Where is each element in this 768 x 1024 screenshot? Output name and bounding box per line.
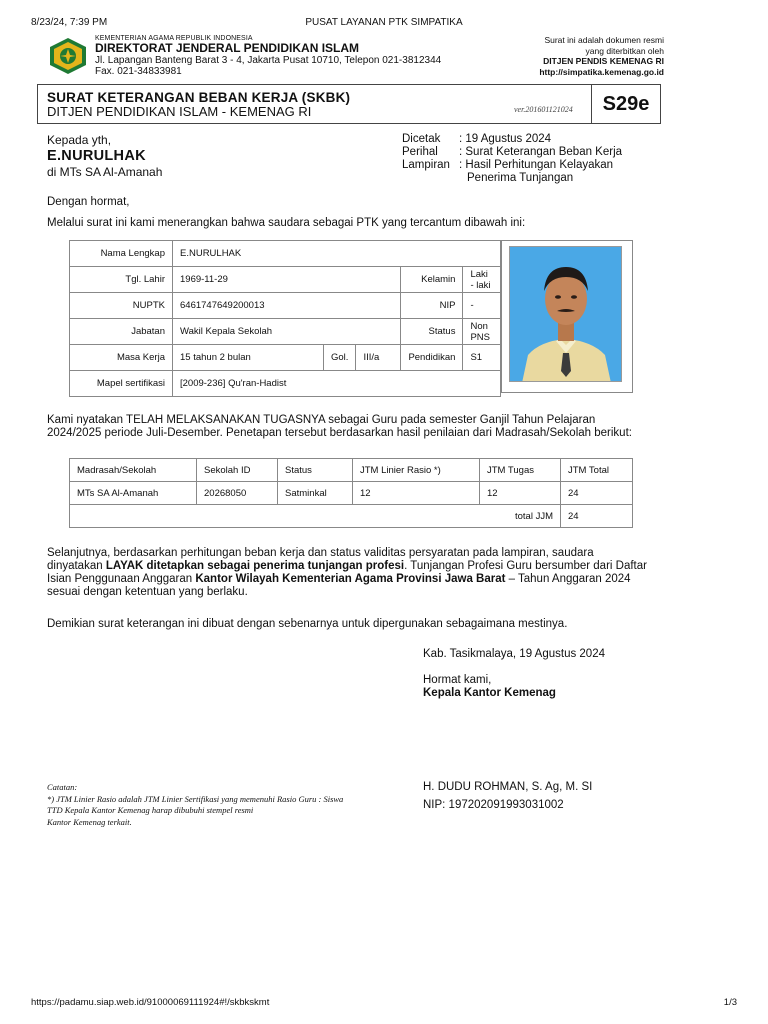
signatory-position: Kepala Kantor Kemenag (423, 687, 556, 699)
table-total-row (70, 505, 633, 528)
notes-line-3: Kantor Kemenag terkait. (47, 816, 132, 827)
notes-title: Catatan: (47, 782, 78, 792)
official-document-note (539, 35, 664, 77)
print-datetime: 8/23/24, 7:39 PM (31, 17, 108, 28)
teacher-photo (509, 246, 622, 382)
nuptk-value: 6461747649200013 (173, 293, 401, 319)
jabatan-value: Wakil Kepala Sekolah (173, 319, 401, 345)
kelamin-label: Kelamin (401, 267, 463, 293)
institution-block (95, 35, 441, 77)
kemenag-logo-icon (47, 37, 89, 75)
cell-jtm-total: 24 (561, 482, 633, 505)
print-url: https://padamu.siap.web.id/91000069111924#!/skbkskmt (31, 997, 270, 1008)
meta-value: : 19 Agustus 2024 (459, 133, 552, 145)
para2-layak: LAYAK ditetapkan sebagai penerima tunjangan profesi (105, 560, 405, 572)
recipient-block (47, 133, 162, 179)
place-date: Kab. Tasikmalaya, 19 Agustus 2024 (423, 648, 605, 660)
pendidikan-label: Pendidikan (401, 345, 463, 371)
document-version: ver.201601121024 (514, 105, 573, 114)
hormat-kami: Hormat kami, (423, 674, 492, 686)
nip-value: - (463, 293, 501, 319)
document-subtitle: DITJEN PENDIDIKAN ISLAM - KEMENAG RI (47, 104, 312, 119)
kelamin-value: Laki - laki (463, 267, 501, 293)
letter-meta (402, 133, 657, 185)
meta-label: Perihal (402, 146, 438, 158)
total-jjm-value: 24 (561, 505, 633, 528)
gol-value: III/a (356, 345, 401, 371)
paragraph-3: Demikian surat keterangan ini dibuat dengan sebenarnya untuk dipergunakan sebagaimana mestinya. (47, 618, 568, 630)
notes-line-1: *) JTM Linier Rasio adalah JTM Linier Sertifikasi yang memenuhi Rasio Guru : Siswa (47, 793, 344, 804)
note-url: http://simpatika.kemenag.go.id (539, 66, 664, 77)
document-title: SURAT KETERANGAN BEBAN KERJA (SKBK) (47, 90, 351, 105)
para2-text-c: . Tunjangan Profesi Guru bersumber dari Daftar Isian Penggunaan Anggaran (47, 560, 647, 585)
header-status: Status (278, 459, 353, 482)
meta-label: Lampiran (402, 159, 450, 171)
nama-value: E.NURULHAK (173, 241, 501, 267)
header-jtm-linier: JTM Linier Rasio *) (353, 459, 480, 482)
status-label: Status (401, 319, 463, 345)
tgl-lahir-value: 1969-11-29 (173, 267, 401, 293)
status-value: Non PNS (463, 319, 501, 345)
signatory-name: H. DUDU ROHMAN, S. Ag, M. SI (423, 781, 593, 793)
cell-sekolah-id: 20268050 (197, 482, 278, 505)
nama-label: Nama Lengkap (70, 241, 173, 267)
masa-kerja-value: 15 tahun 2 bulan (173, 345, 324, 371)
meta-value: : Hasil Perhitungan Kelayakan (459, 159, 614, 171)
recipient-location: di MTs SA Al-Amanah (47, 165, 163, 179)
header-sekolah-id: Sekolah ID (197, 459, 278, 482)
document-code: S29e (591, 85, 660, 123)
notes (47, 782, 343, 828)
table-row (70, 482, 633, 505)
institution-fax: Fax. 021-34833981 (95, 66, 182, 77)
greeting: Dengan hormat, (47, 196, 130, 208)
intro-text: Melalui surat ini kami menerangkan bahwa saudara sebagai PTK yang tercantum dibawah ini: (47, 217, 526, 229)
cell-madrasah: MTs SA Al-Amanah (70, 482, 197, 505)
note-line-1: Surat ini adalah dokumen resmi (544, 35, 664, 45)
para2-text-a: Selanjutnya, berdasarkan perhitungan beban kerja dan status validitas persyaratan pada lampiran, saudara dinyatakan (47, 547, 594, 572)
mapel-value: [2009-236] Qu'ran-Hadist (173, 371, 501, 397)
cell-jtm-linier: 12 (353, 482, 480, 505)
tgl-lahir-label: Tgl. Lahir (70, 267, 173, 293)
meta-label: Dicetak (402, 133, 441, 145)
nuptk-label: NUPTK (70, 293, 173, 319)
jabatan-label: Jabatan (70, 319, 173, 345)
para2-text-e: – Tahun Anggaran 2024 sesuai dengan ketentuan yang berlaku. (47, 573, 631, 598)
mapel-label: Mapel sertifikasi (70, 371, 173, 397)
cell-jtm-tugas: 12 (480, 482, 561, 505)
meta-value: Penerima Tunjangan (467, 172, 574, 184)
header-jtm-tugas: JTM Tugas (480, 459, 561, 482)
meta-label (402, 172, 459, 185)
recipient-name: E.NURULHAK (47, 148, 146, 164)
print-page-title: PUSAT LAYANAN PTK SIMPATIKA (305, 17, 463, 28)
recipient-salutation: Kepada yth, (47, 133, 112, 147)
institution-address: Jl. Lapangan Banteng Barat 3 - 4, Jakarta Pusat 10710, Telepon 021-3812344 (95, 55, 442, 66)
masa-kerja-label: Masa Kerja (70, 345, 173, 371)
meta-value: : Surat Keterangan Beban Kerja (459, 146, 623, 158)
nip-label: NIP (401, 293, 463, 319)
madrasah-table (69, 458, 633, 528)
ptk-table (69, 240, 501, 397)
ministry-name: KEMENTERIAN AGAMA REPUBLIK INDONESIA (95, 35, 253, 42)
table-header-row (70, 459, 633, 482)
document-title-box (37, 84, 661, 124)
pendidikan-value: S1 (463, 345, 501, 371)
gol-label: Gol. (324, 345, 356, 371)
header-madrasah: Madrasah/Sekolah (70, 459, 197, 482)
print-page-number: 1/3 (723, 997, 737, 1008)
directorate-name: DIREKTORAT JENDERAL PENDIDIKAN ISLAM (95, 41, 360, 55)
note-issuer: DITJEN PENDIS KEMENAG RI (543, 56, 664, 66)
note-line-2: yang diterbitkan oleh (585, 45, 664, 56)
paragraph-2 (47, 547, 647, 599)
total-jjm-label: total JJM (70, 505, 561, 528)
notes-line-2: TTD Kepala Kantor Kemenag harap dibubuhi stempel resmi (47, 805, 254, 815)
cell-status: Satminkal (278, 482, 353, 505)
signatory-nip: NIP: 197202091993031002 (423, 799, 564, 811)
para2-kanwil: Kantor Wilayah Kementerian Agama Provinsi Jawa Barat (195, 573, 506, 585)
header-jtm-total: JTM Total (561, 459, 633, 482)
paragraph-1: Kami nyatakan TELAH MELAKSANAKAN TUGASNYA sebagai Guru pada semester Ganjil Tahun Pelajaran 2024/2025 periode Juli-Desember. Penetapan tersebut berdasarkan hasil penilaian dari Madrasah/Sekolah berikut: (47, 414, 632, 439)
